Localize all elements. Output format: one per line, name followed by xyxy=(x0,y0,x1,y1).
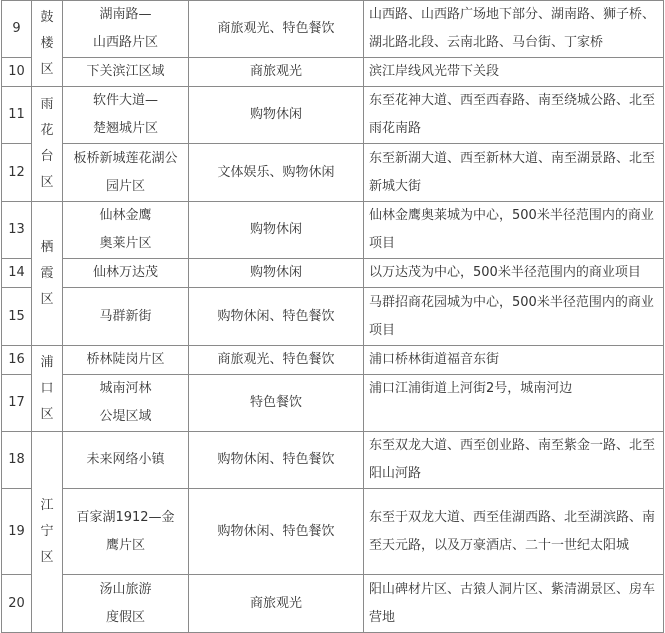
area-name-line: 未来网络小镇 xyxy=(86,452,165,467)
area-name-line: 楚翘城片区 xyxy=(92,121,158,136)
area-name-line: 鹰片区 xyxy=(105,537,145,553)
area-type: 商旅观光 xyxy=(189,58,364,87)
district-char: 楼 xyxy=(40,35,54,51)
row-number: 12 xyxy=(2,144,32,202)
row-number: 15 xyxy=(2,288,32,346)
area-type: 商旅观光 xyxy=(189,575,364,633)
area-name-line: 板桥新城莲花湖公 xyxy=(73,150,178,166)
row-number: 17 xyxy=(2,375,32,432)
area-name xyxy=(63,375,189,432)
area-name-line: 仙林金鹰 xyxy=(99,208,152,223)
district-char: 区 xyxy=(40,550,54,565)
area-type: 购物休闲、特色餐饮 xyxy=(189,489,364,575)
district-char: 宁 xyxy=(40,524,54,539)
district-char: 江 xyxy=(40,498,54,513)
area-name-line: 软件大道— xyxy=(92,93,158,108)
area-name xyxy=(63,58,189,87)
area-scope: 浦口江浦街道上河街2号，城南河边 xyxy=(364,375,664,432)
row-number: 16 xyxy=(2,346,32,375)
area-name xyxy=(63,259,189,288)
area-scope: 东至花神大道、西至西春路、南至绕城公路、北至雨花南路 xyxy=(364,87,664,144)
row-number: 10 xyxy=(2,58,32,87)
district-char: 霞 xyxy=(40,265,54,281)
area-type: 文体娱乐、购物休闲 xyxy=(189,144,364,202)
table-row xyxy=(2,575,664,633)
area-scope: 山西路、山西路广场地下部分、湖南路、狮子桥、湖北路北段、云南北路、马台街、丁家桥 xyxy=(364,1,664,58)
district-cell xyxy=(32,432,63,633)
district-char: 区 xyxy=(40,175,54,190)
district-char: 区 xyxy=(40,291,54,307)
district-cell xyxy=(32,87,63,202)
table-row xyxy=(2,259,664,288)
area-scope: 仙林金鹰奥莱城为中心，500米半径范围内的商业项目 xyxy=(364,202,664,259)
area-name-line: 公堤区域 xyxy=(99,409,152,424)
area-name-line: 度假区 xyxy=(105,609,145,625)
area-name-line: 湖南路— xyxy=(99,7,152,22)
area-scope: 东至双龙大道、西至创业路、南至紫金一路、北至阳山河路 xyxy=(364,432,664,489)
row-number: 13 xyxy=(2,202,32,259)
area-type: 购物休闲、特色餐饮 xyxy=(189,288,364,346)
area-name xyxy=(63,1,189,58)
area-name xyxy=(63,144,189,202)
area-name xyxy=(63,202,189,259)
area-name xyxy=(63,432,189,489)
row-number: 9 xyxy=(2,1,32,58)
district-char: 浦 xyxy=(40,354,54,370)
area-name-line: 桥林陡岗片区 xyxy=(86,352,165,367)
area-type: 购物休闲 xyxy=(189,202,364,259)
row-number: 20 xyxy=(2,575,32,633)
area-scope: 浦口桥林街道福音东街 xyxy=(364,346,664,375)
area-type: 购物休闲 xyxy=(189,259,364,288)
area-name xyxy=(63,489,189,575)
table-row xyxy=(2,58,664,87)
area-name-line: 汤山旅游 xyxy=(99,581,152,597)
district-char: 台 xyxy=(40,149,54,164)
row-number: 18 xyxy=(2,432,32,489)
area-name xyxy=(63,575,189,633)
area-type: 商旅观光、特色餐饮 xyxy=(189,346,364,375)
area-type: 购物休闲 xyxy=(189,87,364,144)
district-cell xyxy=(32,1,63,87)
area-name xyxy=(63,288,189,346)
area-scope: 以万达茂为中心，500米半径范围内的商业项目 xyxy=(364,259,664,288)
table-row xyxy=(2,346,664,375)
district-cell xyxy=(32,202,63,346)
district-table xyxy=(1,0,664,633)
area-scope: 阳山碑材片区、古猿人洞片区、紫清湖景区、房车营地 xyxy=(364,575,664,633)
table-row xyxy=(2,288,664,346)
area-name-line: 下关滨江区域 xyxy=(86,64,165,79)
district-char: 栖 xyxy=(40,239,54,255)
area-scope: 马群招商花园城为中心，500米半径范围内的商业项目 xyxy=(364,288,664,346)
area-name-line: 马群新街 xyxy=(99,308,152,324)
table-row xyxy=(2,202,664,259)
area-type: 购物休闲、特色餐饮 xyxy=(189,432,364,489)
area-name-line: 仙林万达茂 xyxy=(92,265,158,280)
table-row xyxy=(2,489,664,575)
row-number: 11 xyxy=(2,87,32,144)
table-row xyxy=(2,375,664,432)
area-type: 特色餐饮 xyxy=(189,375,364,432)
table-row xyxy=(2,1,664,58)
district-char: 口 xyxy=(40,380,54,396)
district-char: 区 xyxy=(40,406,54,422)
area-name xyxy=(63,87,189,144)
area-name xyxy=(63,346,189,375)
area-name-line: 城南河林 xyxy=(99,381,152,396)
table-row xyxy=(2,87,664,144)
area-scope: 东至新湖大道、西至新林大道、南至湖景路、北至新城大街 xyxy=(364,144,664,202)
district-char: 鼓 xyxy=(40,9,54,25)
table-row xyxy=(2,144,664,202)
area-type: 商旅观光、特色餐饮 xyxy=(189,1,364,58)
district-char: 雨 xyxy=(40,97,54,112)
row-number: 19 xyxy=(2,489,32,575)
area-name-line: 奥莱片区 xyxy=(99,236,152,251)
district-char: 花 xyxy=(40,123,54,138)
table-row xyxy=(2,432,664,489)
district-cell xyxy=(32,346,63,432)
district-char: 区 xyxy=(40,61,54,77)
area-name-line: 百家湖1912—金 xyxy=(76,509,175,525)
area-scope: 滨江岸线风光带下关段 xyxy=(364,58,664,87)
area-scope: 东至于双龙大道、西至佳湖西路、北至湖滨路、南至天元路，以及万豪酒店、二十一世纪太阳城 xyxy=(364,489,664,575)
row-number: 14 xyxy=(2,259,32,288)
area-name-line: 园片区 xyxy=(105,178,145,194)
area-name-line: 山西路片区 xyxy=(92,35,158,50)
